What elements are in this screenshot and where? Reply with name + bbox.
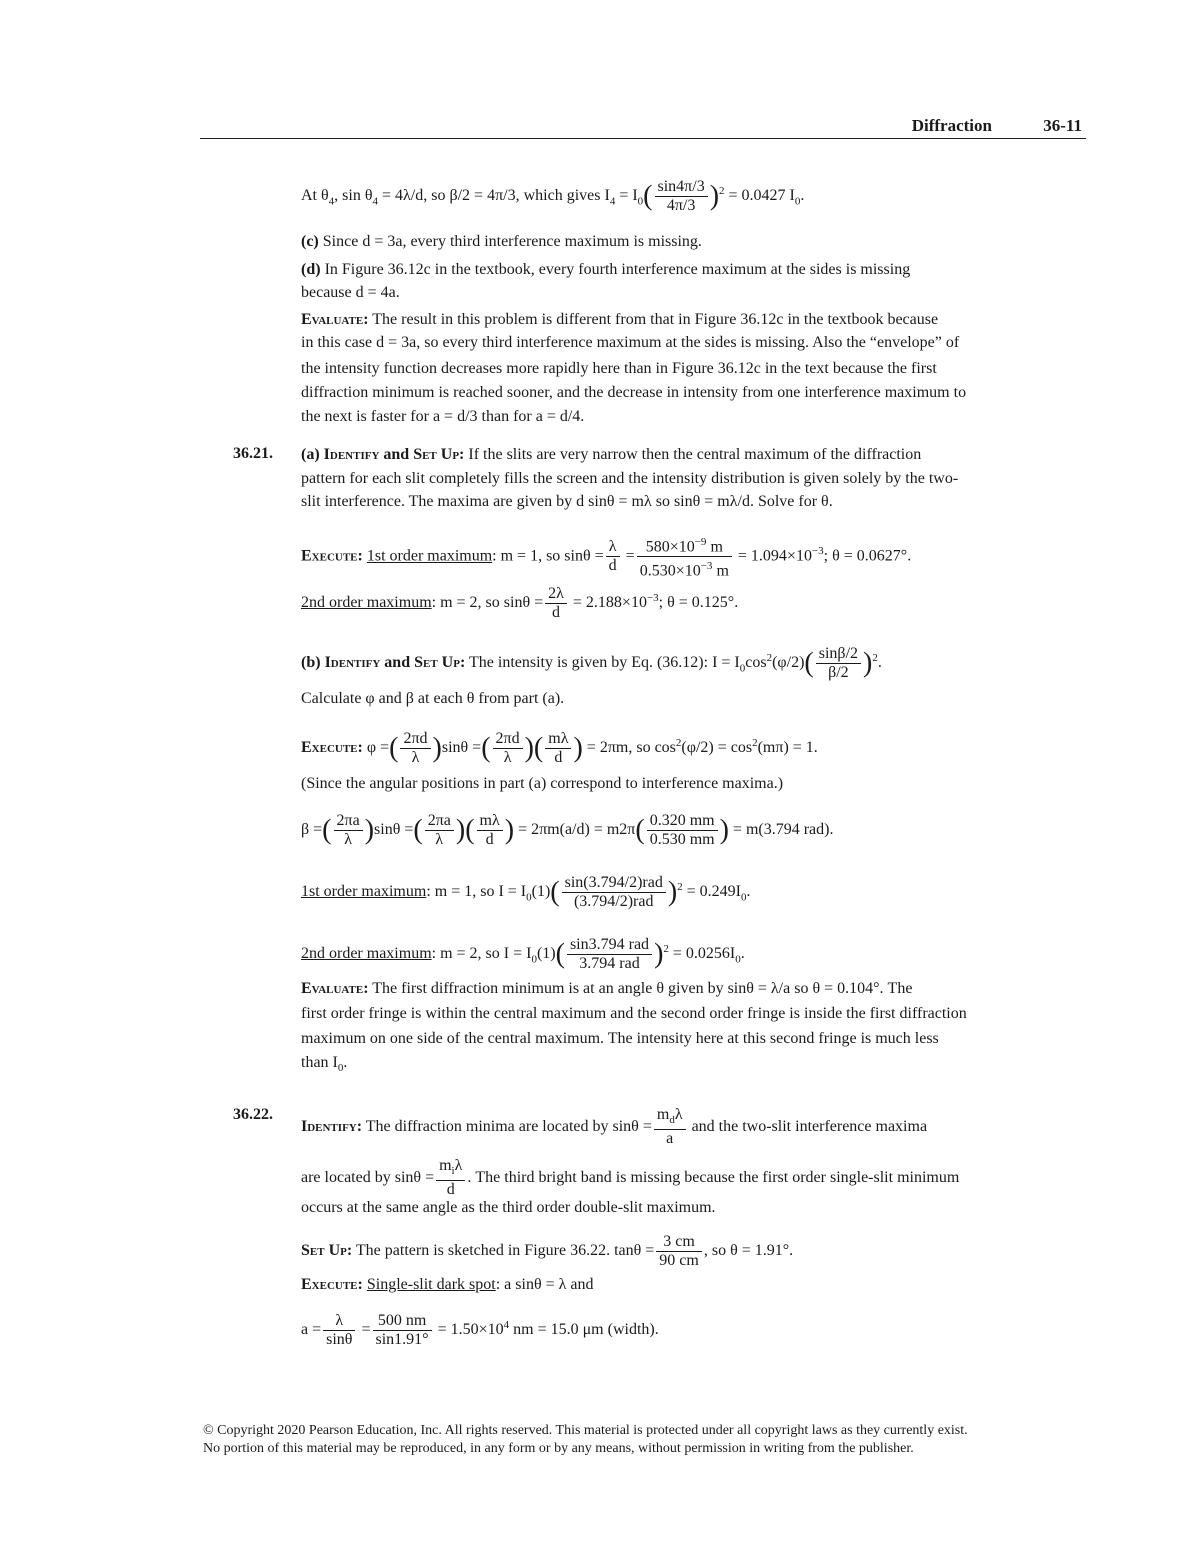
running-header xyxy=(200,116,1086,139)
evaluate-1: Evaluate: The result in this problem is different from that in Figure 36.12c in the textbook because xyxy=(301,311,939,328)
evaluate-1-l5: the next is faster for a = d/3 than for a = d/4. xyxy=(301,408,585,425)
p21-a-l2: pattern for each slit completely fills the screen and the intensity distribution is given solely by the two- xyxy=(301,470,959,487)
problem-number-36-21: 36.21. xyxy=(233,445,273,462)
evaluate-2: Evaluate: The first diffraction minimum is at an angle θ given by sinθ = λ/a so θ = 0.104°. The xyxy=(301,980,913,997)
p22-result: a = $\frac{\lambda}{\sin\theta}$ = $\frac{500 nm}{\sin 1.91^\circ}$ = $1.50\times 10^4$ nm = 15.0 μm (width). xyxy=(301,1312,659,1348)
p21-b-beta: β =( $\frac{2\pi a}{\lambda}$ )sinθ =( $\frac{2\pi a}{\lambda}$ )( $\frac{m\lambda}{d}$ ) = 2πm(a/d) = m2π( $\frac{0.320 mm}{0.530 mm}$ ) = m(3.794 rad). xyxy=(301,812,834,848)
p22-identify-l3: occurs at the same angle as the third order double-slit maximum. xyxy=(301,1199,716,1216)
evaluate-1-l4: diffraction minimum is reached sooner, and the decrease in intensity from one interference maximum to xyxy=(301,384,967,401)
copyright-line-1: © Copyright 2020 Pearson Education, Inc. All rights reserved. This material is protected under all copyright laws as they currently exist. xyxy=(203,1423,968,1438)
problem-number-36-22: 36.22. xyxy=(233,1106,273,1123)
p21-b-second: 2nd order maximum: m = 2, so $I = I_0(1)$( $\frac{\text{sin3.794 rad}}{\text{3.794 rad}}$ )$^2 = 0.0256I_0$. xyxy=(301,936,745,972)
p22-identify: Identify: The diffraction minima are located by sinθ = $\frac{m_d\lambda}{a}$ and the two-slit interference maxima xyxy=(301,1106,928,1148)
p22-setup: Set Up: The pattern is sketched in Figure 36.22. tanθ = $\frac{3 cm}{90 cm}$ , so θ = 1.91°. xyxy=(301,1233,794,1269)
p21-b-identify: (b) Identify and Set Up: The intensity is given by Eq. (36.12): $I = I_0\cos^2(\varphi/2)$( $\frac{\sin\beta/2}{\beta/2}$ )$^2$. xyxy=(301,645,882,681)
p22-identify-l2: are located by sinθ = $\frac{m_i\lambda}{d}$ . The third bright band is missing because the first order single-slit minimum xyxy=(301,1157,960,1199)
evaluate-1-l2: in this case d = 3a, so every third interference maximum at the sides is missing. Also the “envelope” of xyxy=(301,334,960,351)
part-c: (c) Since d = 3a, every third interference maximum is missing. xyxy=(301,233,702,250)
copyright-line-2: No portion of this material may be reproduced, in any form or by any means, without permission in writing from the publisher. xyxy=(203,1441,914,1456)
part-d: (d) In Figure 36.12c in the textbook, every fourth interference maximum at the sides is missing xyxy=(301,261,911,278)
p22-execute: Execute: Single-slit dark spot: a sinθ = λ and xyxy=(301,1276,594,1293)
chapter-title: Diffraction xyxy=(911,116,992,135)
p21-a-execute: Execute: 1st order maximum: m = 1, so sinθ = $\frac{\lambda}{d}$ = $\frac{580\times 10^{-9} m}{0.530\times 10^{-3} m}$ = $1.094\times 10^{-3}$; θ = 0.0627°. xyxy=(301,533,911,581)
evaluate-2-l3: maximum on one side of the central maximum. The intensity here at this second fringe is much less xyxy=(301,1030,939,1047)
p21-b-phi: Execute: φ =( $\frac{2\pi d}{\lambda}$ )sinθ =( $\frac{2\pi d}{\lambda}$ )( $\frac{m\lambda}{d}$ ) = 2πm, so $\cos^2(\varphi/2) = \cos^2(m\pi) = 1$. xyxy=(301,730,818,766)
line-theta4: At $\theta_4$, $\sin \theta_4 = 4\lambda/d$, so β/2 = 4π/3, which gives $I_4 = I_0$( $\frac{\sin 4\pi/3}{4\pi/3}$ )$^2$ = 0.0427 $I_0$. xyxy=(301,178,805,214)
p21-a-l3: slit interference. The maxima are given by d sinθ = mλ so sinθ = mλ/d. Solve for θ. xyxy=(301,493,833,510)
part-d-cont: because d = 4a. xyxy=(301,284,400,301)
evaluate-1-l3: the intensity function decreases more rapidly here than in Figure 36.12c in the text because the first xyxy=(301,360,937,377)
p21-a-identify: (a) Identify and Set Up: If the slits are very narrow then the central maximum of the diffraction xyxy=(301,446,922,463)
p21-b-first: 1st order maximum: m = 1, so $I = I_0(1)$( $\frac{\text{sin(3.794/2)rad}}{\text{(3.794/2)rad}}$ )$^2 = 0.249I_0$. xyxy=(301,874,751,910)
p21-a-second: 2nd order maximum: m = 2, so sinθ = $\frac{2\lambda}{d}$ = $2.188\times 10^{-3}$; θ = 0.125°. xyxy=(301,585,739,621)
evaluate-2-l4: than $I_0$. xyxy=(301,1054,348,1075)
p21-b-calc: Calculate φ and β at each θ from part (a). xyxy=(301,690,565,707)
page-number: 36-11 xyxy=(1043,116,1082,135)
evaluate-2-l2: first order fringe is within the central maximum and the second order fringe is inside the first diffraction xyxy=(301,1005,967,1022)
p21-b-since: (Since the angular positions in part (a) correspond to interference maxima.) xyxy=(301,775,784,792)
